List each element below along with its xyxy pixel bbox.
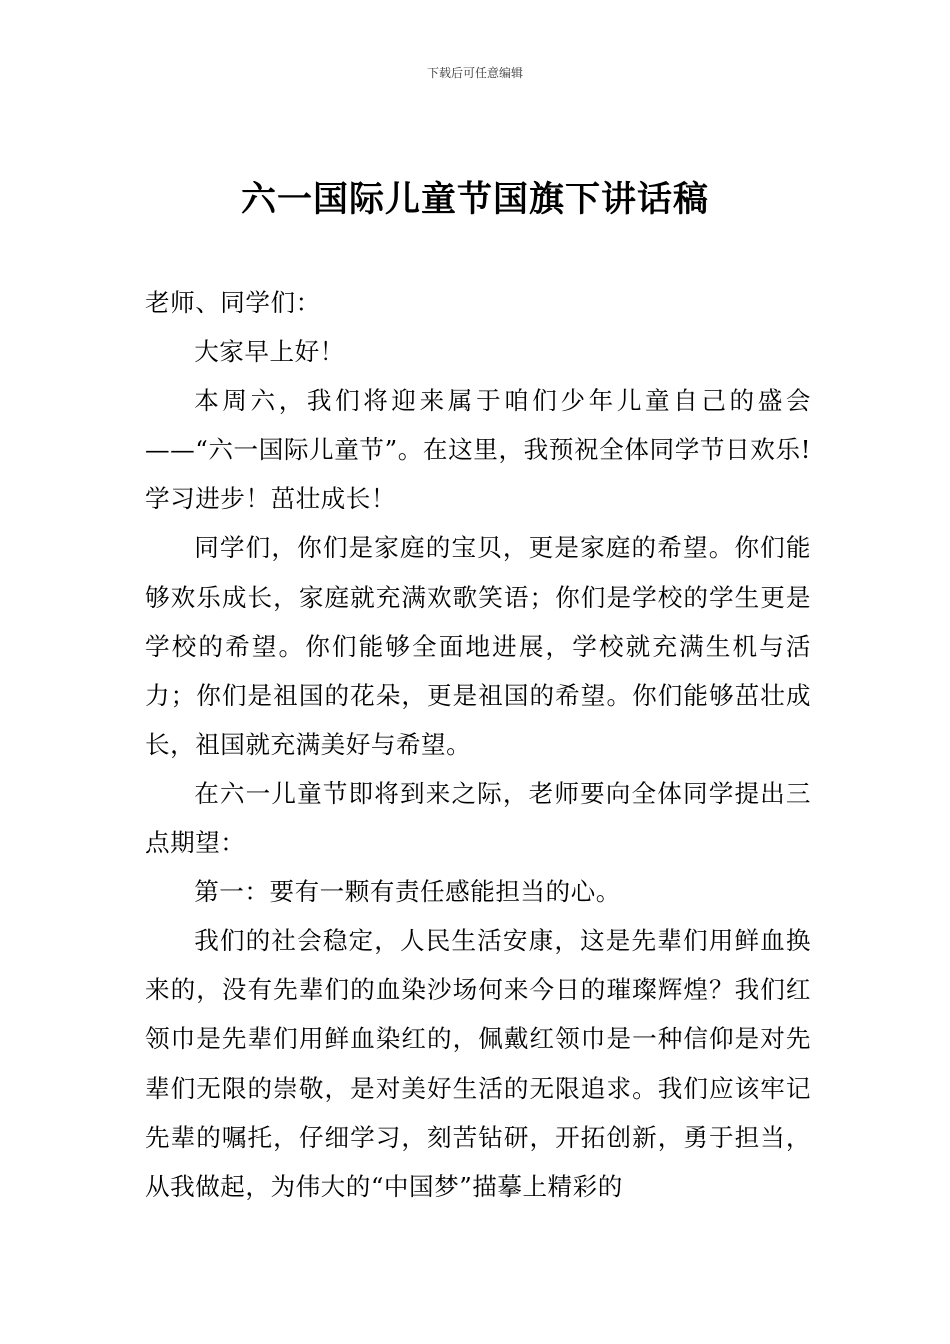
header-note: 下载后可任意编辑 (426, 66, 523, 80)
document-title: 六一国际儿童节国旗下讲话稿 (240, 180, 709, 220)
paragraph-hope: 同学们，你们是家庭的宝贝，更是家庭的希望。你们能够欢乐成长，家庭就充满欢歌笑语；你们是学校的学生更是学校的希望。你们能够全面地进展，学校就充满生机与活力；你们是祖国的花朵，更是祖国的希望。你们能够茁壮成长，祖国就充满美好与希望。 (145, 533, 811, 759)
paragraph-responsibility: 我们的社会稳定，人民生活安康，这是先辈们用鲜血换来的，没有先辈们的血染沙场何来今日的璀璨辉煌？我们红领巾是先辈们用鲜血染红的，佩戴红领巾是一种信仰是对先辈们无限的崇敬，是对美好生活的无限追求。我们应该牢记先辈的嘱托，仔细学习，刻苦钻研，开拓创新，勇于担当，从我做起，为伟大的“中国梦”描摹上精彩的 (145, 926, 811, 1201)
paragraph-expectations-intro: 在六一儿童节即将到来之际，老师要向全体同学提出三点期望： (145, 778, 811, 858)
document-body (145, 278, 811, 1211)
paragraph-greeting: 大家早上好！ (194, 337, 345, 367)
salutation: 老师、同学们： (145, 288, 321, 317)
paragraph-point-one: 第一：要有一颗有责任感能担当的心。 (194, 877, 621, 907)
paragraph-festival-wishes: 本周六，我们将迎来属于咱们少年儿童自己的盛会——“六一国际儿童节”。在这里，我预祝全体同学节日欢乐!学习进步！茁壮成长！ (145, 386, 811, 514)
